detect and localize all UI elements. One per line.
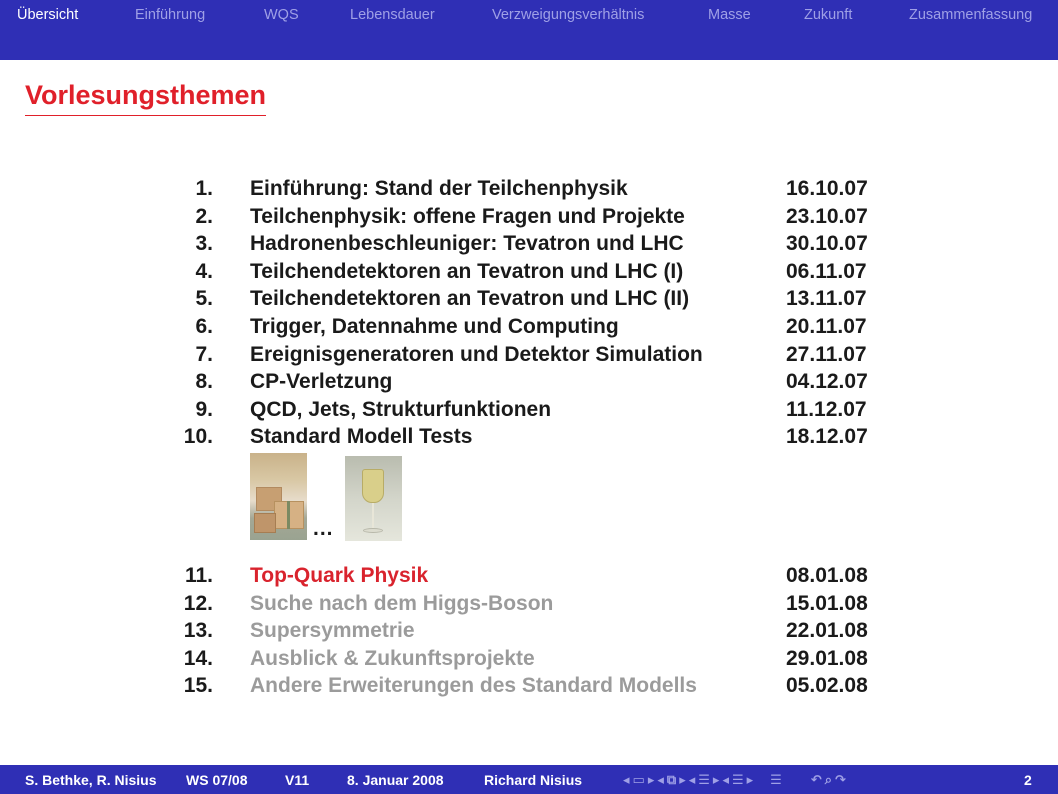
topic-num: 12. [183,591,213,615]
topic-row [0,645,1058,673]
nav-item-4[interactable]: Verzweigungsverhältnis [492,7,645,23]
topic-num: 4. [195,259,213,283]
topic-title: Teilchendetektoren an Tevatron und LHC (I) [250,259,684,283]
topic-title: Standard Modell Tests [250,425,473,449]
search-icon[interactable]: ⌕ [824,772,832,787]
topic-date: 11.12.07 [786,397,867,421]
gifts-photo [250,453,307,540]
frame-icon[interactable]: ⧉ [666,772,677,787]
topic-date: 23.10.07 [786,204,868,228]
footer-date: 8. Januar 2008 [347,772,444,788]
section-icon[interactable]: ☰ [731,772,744,787]
topic-row [0,258,1058,286]
topic-date: 29.01.08 [786,646,868,670]
topic-date: 30.10.07 [786,232,868,256]
footer-lecture: V11 [285,772,310,788]
topic-row [0,368,1058,396]
footer-authors: S. Bethke, R. Nisius [25,772,157,788]
topic-title: Andere Erweiterungen des Standard Modells [250,674,697,698]
topic-title: Einführung: Stand der Teilchenphysik [250,177,628,200]
topic-num: 1. [195,177,213,200]
topic-date: 27.11.07 [786,342,867,366]
next-section-icon[interactable]: ▸ [746,772,754,787]
topic-title: Trigger, Datennahme und Computing [250,315,619,338]
header-bar [0,0,1058,60]
topic-row [0,396,1058,424]
nav-item-7[interactable]: Zusammenfassung [909,7,1033,23]
champagne-glass-photo [345,456,402,541]
topic-num: 9. [195,397,213,421]
topic-title: Ausblick & Zukunftsprojekte [250,646,535,670]
topic-row [0,341,1058,369]
topic-title: Supersymmetrie [250,619,415,643]
slide-icon[interactable]: ▭ [632,772,645,787]
nav-item-2[interactable]: WQS [264,7,299,23]
topic-date: 22.01.08 [786,619,868,643]
next-subsection-icon[interactable]: ▸ [712,772,720,787]
topic-row [0,203,1058,231]
topic-num: 11. [184,564,213,587]
next-slide-icon[interactable]: ▸ [647,772,655,787]
topic-date: 15.01.08 [786,591,868,615]
topic-title: Top-Quark Physik [250,564,429,587]
topic-date: 18.12.07 [786,425,868,449]
footer-bar [0,765,1058,794]
topic-num: 13. [183,619,213,643]
topic-num: 15. [183,674,213,698]
prev-section-icon[interactable]: ◂ [722,772,729,787]
nav-item-3[interactable]: Lebensdauer [350,7,435,23]
topic-title: Teilchendetektoren an Tevatron und LHC (II) [250,287,690,311]
forward-icon[interactable]: ↷ [835,772,846,787]
topic-row [0,423,1058,451]
topic-num: 10. [183,425,213,449]
topic-date: 06.11.07 [786,259,867,283]
topic-date: 08.01.08 [786,564,868,587]
beamer-navigation [623,770,849,790]
topic-title: Ereignisgeneratoren und Detektor Simulation [250,342,703,366]
prev-subsection-icon[interactable]: ◂ [688,772,696,787]
topic-title: Hadronenbeschleuniger: Tevatron und LHC [250,232,684,256]
topic-num: 7. [195,342,213,366]
frame-title: Vorlesungsthemen [25,80,266,116]
topic-row [0,175,1058,203]
topic-date: 20.11.07 [786,315,867,338]
topic-date: 16.10.07 [786,177,868,200]
topic-date: 05.02.08 [786,674,868,698]
back-icon[interactable]: ↶ [810,772,822,787]
page-number: 2 [1024,772,1032,788]
topic-title: Teilchenphysik: offene Fragen und Projekte [250,204,685,228]
topic-num: 8. [195,370,213,394]
topic-date: 04.12.07 [786,370,868,394]
topic-title: Suche nach dem Higgs-Boson [250,591,554,615]
topic-row [0,562,1058,590]
topic-title: CP-Verletzung [250,370,393,394]
topic-date: 13.11.07 [786,287,867,311]
subsection-icon[interactable]: ☰ [698,772,710,787]
prev-slide-icon[interactable]: ◂ [623,772,630,787]
nav-item-0[interactable]: Übersicht [17,7,79,23]
nav-item-5[interactable]: Masse [708,7,751,23]
topic-num: 6. [195,315,213,338]
topic-num: 2. [195,204,213,228]
document-icon[interactable]: ☰ [770,772,782,787]
topic-row [0,617,1058,645]
topic-row [0,230,1058,258]
prev-frame-icon[interactable]: ◂ [657,772,664,787]
footer-semester: WS 07/08 [186,772,248,788]
nav-item-6[interactable]: Zukunft [804,7,853,23]
ellipsis: ... [313,517,334,540]
topic-num: 14. [183,646,213,670]
topic-row [0,285,1058,313]
topic-title: QCD, Jets, Strukturfunktionen [250,397,552,421]
topic-row [0,313,1058,341]
topic-num: 3. [195,232,213,256]
nav-item-1[interactable]: Einführung [135,7,206,23]
footer-speaker: Richard Nisius [484,772,583,788]
topic-row [0,672,1058,700]
next-frame-icon[interactable]: ▸ [679,772,686,787]
section-nav [0,0,1058,30]
topic-row [0,590,1058,618]
topic-num: 5. [195,287,213,311]
